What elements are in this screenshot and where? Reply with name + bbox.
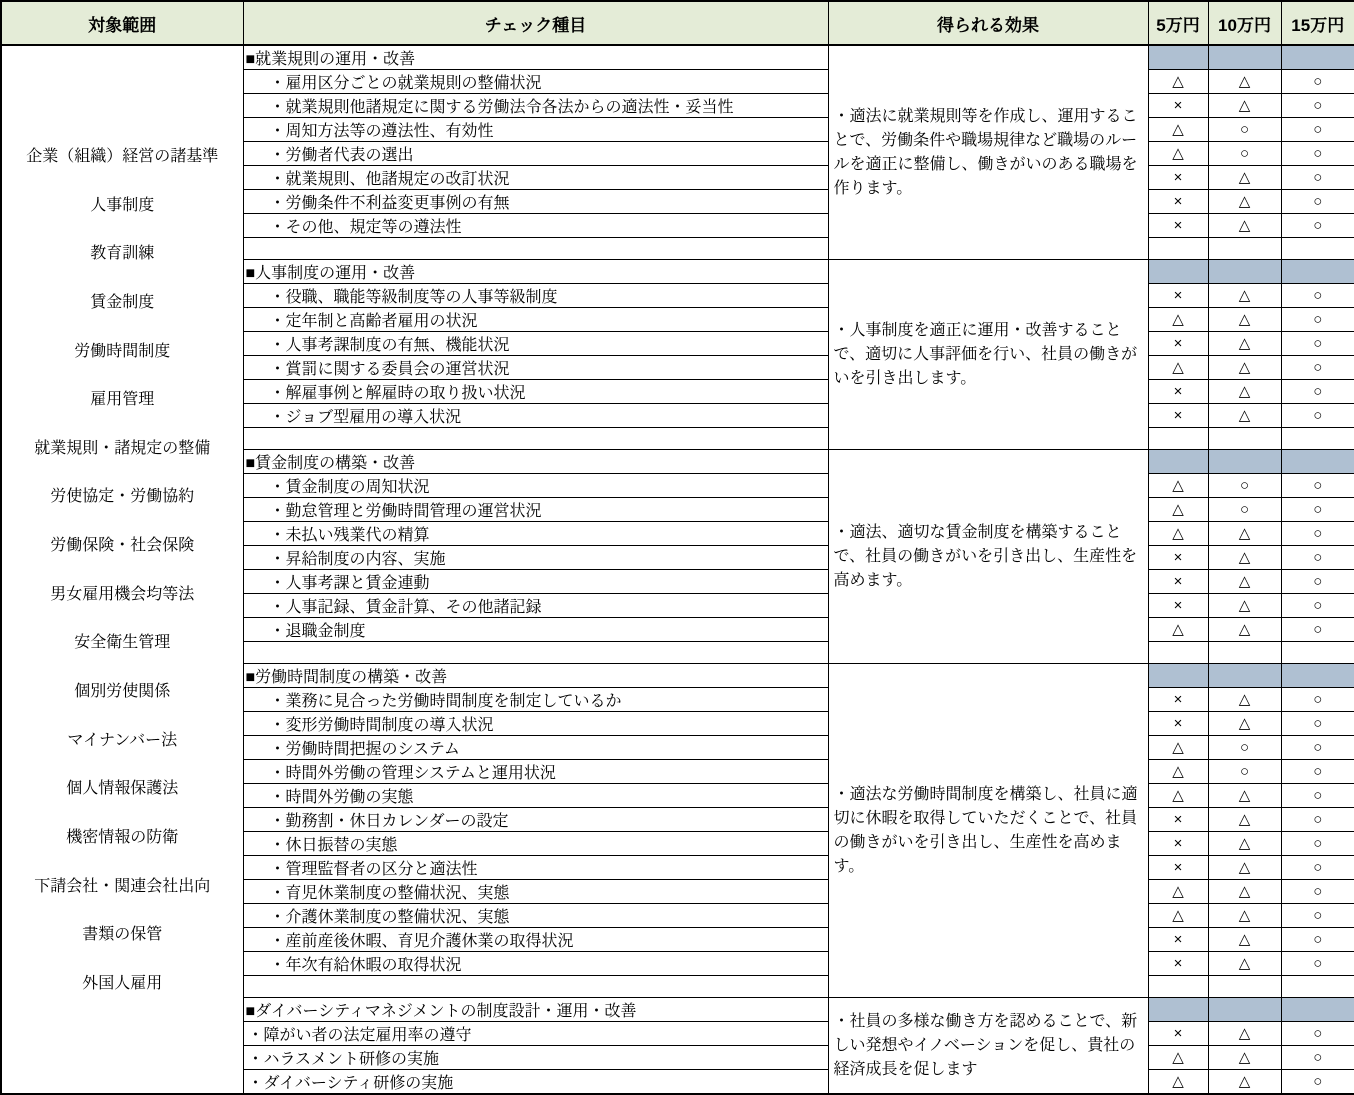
mark-cell-5man: × [1148, 594, 1208, 618]
check-item-cell: ・役職、職能等級制度等の人事等級制度 [243, 284, 828, 308]
empty-mark-cell-5man [1148, 428, 1208, 450]
empty-check-cell [243, 238, 828, 260]
check-item-cell: ・育児休業制度の整備状況、実態 [243, 880, 828, 904]
mark-cell-15man: ○ [1281, 832, 1354, 856]
mark-cell-5man: △ [1148, 1070, 1208, 1095]
check-item-cell: ・就業規則、他諸規定の改訂状況 [243, 166, 828, 190]
check-item-cell: ・業務に見合った労働時間制度を制定しているか [243, 688, 828, 712]
mark-cell-15man: ○ [1281, 856, 1354, 880]
scope-list [2, 46, 243, 1093]
mark-cell-15man: ○ [1281, 522, 1354, 546]
mark-cell-5man: × [1148, 808, 1208, 832]
scope-item: 書類の保管 [82, 926, 163, 944]
check-item-cell: ・定年制と高齢者雇用の状況 [243, 308, 828, 332]
scope-item: 安全衛生管理 [74, 634, 171, 652]
section-title-cell: ■ダイバーシティマネジメントの制度設計・運用・改善 [243, 998, 828, 1022]
price-band-cell-15man [1281, 450, 1354, 474]
section-title-cell: ■賃金制度の構築・改善 [243, 450, 828, 474]
check-item-cell: ・解雇事例と解雇時の取り扱い状況 [243, 380, 828, 404]
scope-item: 就業規則・諸規定の整備 [34, 439, 211, 457]
check-item-cell: ・就業規則他諸規定に関する労働法令各法からの適法性・妥当性 [243, 94, 828, 118]
mark-cell-10man: △ [1208, 688, 1281, 712]
mark-cell-5man: × [1148, 404, 1208, 428]
section-title-cell: ■人事制度の運用・改善 [243, 260, 828, 284]
check-item-cell: ・未払い残業代の精算 [243, 522, 828, 546]
scope-item: 下請会社・関連会社出向 [34, 877, 211, 895]
mark-cell-5man: × [1148, 1022, 1208, 1046]
effect-cell: ・社員の多様な働き方を認めることで、新しい発想やイノベーションを促し、貴社の経済成長を促します [828, 998, 1148, 1095]
mark-cell-10man: ○ [1208, 760, 1281, 784]
empty-mark-cell-10man [1208, 428, 1281, 450]
mark-cell-15man: ○ [1281, 284, 1354, 308]
mark-cell-5man: × [1148, 332, 1208, 356]
scope-cell [1, 45, 243, 1094]
mark-cell-10man: ○ [1208, 474, 1281, 498]
mark-cell-10man: △ [1208, 880, 1281, 904]
mark-cell-10man: △ [1208, 546, 1281, 570]
mark-cell-5man: △ [1148, 784, 1208, 808]
mark-cell-5man: △ [1148, 736, 1208, 760]
mark-cell-15man: ○ [1281, 498, 1354, 522]
mark-cell-10man: △ [1208, 166, 1281, 190]
price-band-cell-5man [1148, 45, 1208, 70]
mark-cell-5man: △ [1148, 904, 1208, 928]
effect-cell: ・人事制度を適正に運用・改善することで、適切に人事評価を行い、社員の働きがいを引き出します。 [828, 260, 1148, 450]
mark-cell-15man: ○ [1281, 760, 1354, 784]
mark-cell-15man: ○ [1281, 952, 1354, 976]
mark-cell-10man: △ [1208, 404, 1281, 428]
empty-mark-cell-15man [1281, 428, 1354, 450]
mark-cell-5man: △ [1148, 760, 1208, 784]
scope-item: 男女雇用機会均等法 [50, 585, 195, 603]
mark-cell-15man: ○ [1281, 928, 1354, 952]
scope-item: 企業（組織）経営の諸基準 [26, 148, 219, 165]
mark-cell-10man: △ [1208, 928, 1281, 952]
mark-cell-10man: △ [1208, 1022, 1281, 1046]
header-check-items: チェック種目 [243, 1, 828, 45]
mark-cell-15man: ○ [1281, 1046, 1354, 1070]
mark-cell-5man: × [1148, 856, 1208, 880]
mark-cell-10man: ○ [1208, 142, 1281, 166]
empty-mark-cell-10man [1208, 642, 1281, 664]
mark-cell-10man: △ [1208, 570, 1281, 594]
table-body [1, 45, 1354, 1094]
mark-cell-10man: △ [1208, 332, 1281, 356]
check-item-cell: ・人事考課制度の有無、機能状況 [243, 332, 828, 356]
mark-cell-10man: △ [1208, 214, 1281, 238]
section-title-cell: ■労働時間制度の構築・改善 [243, 664, 828, 688]
mark-cell-5man: × [1148, 214, 1208, 238]
price-band-cell-5man [1148, 450, 1208, 474]
mark-cell-10man: △ [1208, 356, 1281, 380]
mark-cell-5man: △ [1148, 118, 1208, 142]
mark-cell-15man: ○ [1281, 570, 1354, 594]
check-item-cell: ・労働者代表の選出 [243, 142, 828, 166]
empty-mark-cell-15man [1281, 238, 1354, 260]
mark-cell-15man: ○ [1281, 308, 1354, 332]
mark-cell-5man: △ [1148, 142, 1208, 166]
price-band-cell-10man [1208, 664, 1281, 688]
mark-cell-10man: △ [1208, 618, 1281, 642]
empty-mark-cell-5man [1148, 642, 1208, 664]
check-item-cell: ・時間外労働の管理システムと運用状況 [243, 760, 828, 784]
mark-cell-10man: △ [1208, 784, 1281, 808]
mark-cell-15man: ○ [1281, 594, 1354, 618]
header-row [1, 1, 1354, 45]
header-price-5man: 5万円 [1148, 1, 1208, 45]
check-item-cell: ・その他、規定等の遵法性 [243, 214, 828, 238]
check-item-cell: ・雇用区分ごとの就業規則の整備状況 [243, 70, 828, 94]
check-item-cell: ・ジョブ型雇用の導入状況 [243, 404, 828, 428]
price-band-cell-15man [1281, 260, 1354, 284]
mark-cell-5man: × [1148, 952, 1208, 976]
mark-cell-15man: ○ [1281, 70, 1354, 94]
check-item-cell: ・介護休業制度の整備状況、実態 [243, 904, 828, 928]
scope-item: 外国人雇用 [82, 974, 163, 992]
check-item-cell: ・産前産後休暇、育児介護休業の取得状況 [243, 928, 828, 952]
empty-mark-cell-10man [1208, 976, 1281, 998]
mark-cell-5man: △ [1148, 308, 1208, 332]
mark-cell-10man: △ [1208, 190, 1281, 214]
check-item-cell: ・ハラスメント研修の実施 [243, 1046, 828, 1070]
check-item-cell: ・障がい者の法定雇用率の遵守 [243, 1022, 828, 1046]
mark-cell-15man: ○ [1281, 94, 1354, 118]
mark-cell-15man: ○ [1281, 190, 1354, 214]
mark-cell-5man: × [1148, 166, 1208, 190]
mark-cell-15man: ○ [1281, 712, 1354, 736]
scope-item: 機密情報の防衛 [66, 828, 179, 846]
mark-cell-10man: △ [1208, 952, 1281, 976]
mark-cell-15man: ○ [1281, 142, 1354, 166]
price-band-cell-10man [1208, 45, 1281, 70]
mark-cell-15man: ○ [1281, 1070, 1354, 1095]
mark-cell-10man: ○ [1208, 118, 1281, 142]
check-item-cell: ・周知方法等の遵法性、有効性 [243, 118, 828, 142]
mark-cell-5man: △ [1148, 618, 1208, 642]
check-item-cell: ・賞罰に関する委員会の運営状況 [243, 356, 828, 380]
check-item-cell: ・時間外労働の実態 [243, 784, 828, 808]
mark-cell-10man: △ [1208, 522, 1281, 546]
mark-cell-5man: × [1148, 94, 1208, 118]
empty-mark-cell-15man [1281, 642, 1354, 664]
empty-check-cell [243, 976, 828, 998]
mark-cell-15man: ○ [1281, 736, 1354, 760]
empty-check-cell [243, 642, 828, 664]
effect-cell: ・適法に就業規則等を作成し、運用することで、労働条件や職場規律など職場のルールを適正に整備し、働きがいのある職場を作ります。 [828, 45, 1148, 260]
mark-cell-10man: ○ [1208, 736, 1281, 760]
mark-cell-5man: × [1148, 832, 1208, 856]
price-band-cell-10man [1208, 998, 1281, 1022]
header-scope: 対象範囲 [1, 1, 243, 45]
mark-cell-15man: ○ [1281, 214, 1354, 238]
mark-cell-10man: △ [1208, 808, 1281, 832]
scope-item: 賃金制度 [90, 293, 155, 311]
check-item-cell: ・変形労働時間制度の導入状況 [243, 712, 828, 736]
price-band-cell-15man [1281, 664, 1354, 688]
check-item-cell: ・勤怠管理と労働時間管理の運営状況 [243, 498, 828, 522]
empty-check-cell [243, 428, 828, 450]
mark-cell-10man: △ [1208, 308, 1281, 332]
mark-cell-10man: △ [1208, 594, 1281, 618]
mark-cell-15man: ○ [1281, 332, 1354, 356]
mark-cell-5man: × [1148, 380, 1208, 404]
mark-cell-5man: × [1148, 570, 1208, 594]
mark-cell-15man: ○ [1281, 474, 1354, 498]
header-price-10man: 10万円 [1208, 1, 1281, 45]
empty-mark-cell-5man [1148, 238, 1208, 260]
mark-cell-5man: × [1148, 712, 1208, 736]
check-item-cell: ・退職金制度 [243, 618, 828, 642]
empty-mark-cell-5man [1148, 976, 1208, 998]
mark-cell-5man: △ [1148, 1046, 1208, 1070]
mark-cell-15man: ○ [1281, 356, 1354, 380]
mark-cell-5man: × [1148, 688, 1208, 712]
scope-item: 個別労使関係 [74, 683, 171, 701]
check-item-cell: ・管理監督者の区分と適法性 [243, 856, 828, 880]
section-title-cell: ■就業規則の運用・改善 [243, 45, 828, 70]
check-item-cell: ・人事記録、賃金計算、その他諸記録 [243, 594, 828, 618]
mark-cell-15man: ○ [1281, 904, 1354, 928]
mark-cell-15man: ○ [1281, 166, 1354, 190]
mark-cell-10man: △ [1208, 904, 1281, 928]
check-item-cell: ・労働時間把握のシステム [243, 736, 828, 760]
check-item-cell: ・賃金制度の周知状況 [243, 474, 828, 498]
mark-cell-10man: △ [1208, 832, 1281, 856]
mark-cell-5man: △ [1148, 70, 1208, 94]
mark-cell-10man: △ [1208, 712, 1281, 736]
mark-cell-5man: △ [1148, 498, 1208, 522]
header-effect: 得られる効果 [828, 1, 1148, 45]
price-band-cell-5man [1148, 260, 1208, 284]
mark-cell-10man: △ [1208, 70, 1281, 94]
mark-cell-10man: △ [1208, 1046, 1281, 1070]
mark-cell-10man: △ [1208, 380, 1281, 404]
mark-cell-5man: △ [1148, 474, 1208, 498]
mark-cell-10man: △ [1208, 1070, 1281, 1095]
mark-cell-5man: × [1148, 546, 1208, 570]
price-band-cell-10man [1208, 450, 1281, 474]
mark-cell-5man: × [1148, 928, 1208, 952]
scope-item: 労使協定・労働協約 [50, 488, 195, 506]
scope-item: 個人情報保護法 [66, 780, 179, 798]
price-band-cell-15man [1281, 998, 1354, 1022]
mark-cell-5man: △ [1148, 356, 1208, 380]
mark-cell-15man: ○ [1281, 688, 1354, 712]
mark-cell-5man: × [1148, 284, 1208, 308]
mark-cell-5man: △ [1148, 880, 1208, 904]
mark-cell-5man: △ [1148, 522, 1208, 546]
mark-cell-15man: ○ [1281, 618, 1354, 642]
scope-item: 人事制度 [90, 196, 155, 214]
price-band-cell-5man [1148, 998, 1208, 1022]
check-item-cell: ・勤務割・休日カレンダーの設定 [243, 808, 828, 832]
price-band-cell-10man [1208, 260, 1281, 284]
scope-item: 労働保険・社会保険 [50, 537, 195, 555]
scope-item: 雇用管理 [90, 391, 155, 409]
scope-item: マイナンバー法 [67, 731, 178, 749]
check-item-cell: ・ダイバーシティ研修の実施 [243, 1070, 828, 1095]
mark-cell-15man: ○ [1281, 118, 1354, 142]
mark-cell-10man: △ [1208, 284, 1281, 308]
effect-cell: ・適法な労働時間制度を構築し、社員に適切に休暇を取得していただくことで、社員の働きがいを引き出し、生産性を高めます。 [828, 664, 1148, 998]
empty-mark-cell-10man [1208, 238, 1281, 260]
header-price-15man: 15万円 [1281, 1, 1354, 45]
mark-cell-5man: × [1148, 190, 1208, 214]
mark-cell-10man: △ [1208, 94, 1281, 118]
scope-item: 労働時間制度 [74, 342, 171, 360]
effect-cell: ・適法、適切な賃金制度を構築することで、社員の働きがいを引き出し、生産性を高めます。 [828, 450, 1148, 664]
mark-cell-15man: ○ [1281, 404, 1354, 428]
scope-item: 教育訓練 [90, 245, 155, 263]
check-item-cell: ・人事考課と賃金連動 [243, 570, 828, 594]
mark-cell-15man: ○ [1281, 784, 1354, 808]
mark-cell-15man: ○ [1281, 546, 1354, 570]
mark-cell-15man: ○ [1281, 380, 1354, 404]
price-band-cell-15man [1281, 45, 1354, 70]
section-1-title-row [1, 45, 1354, 70]
check-item-cell: ・年次有給休暇の取得状況 [243, 952, 828, 976]
check-item-cell: ・休日振替の実態 [243, 832, 828, 856]
empty-mark-cell-15man [1281, 976, 1354, 998]
check-item-cell: ・労働条件不利益変更事例の有無 [243, 190, 828, 214]
mark-cell-15man: ○ [1281, 808, 1354, 832]
mark-cell-10man: △ [1208, 856, 1281, 880]
check-item-cell: ・昇給制度の内容、実施 [243, 546, 828, 570]
mark-cell-15man: ○ [1281, 880, 1354, 904]
mark-cell-10man: ○ [1208, 498, 1281, 522]
mark-cell-15man: ○ [1281, 1022, 1354, 1046]
price-band-cell-5man [1148, 664, 1208, 688]
